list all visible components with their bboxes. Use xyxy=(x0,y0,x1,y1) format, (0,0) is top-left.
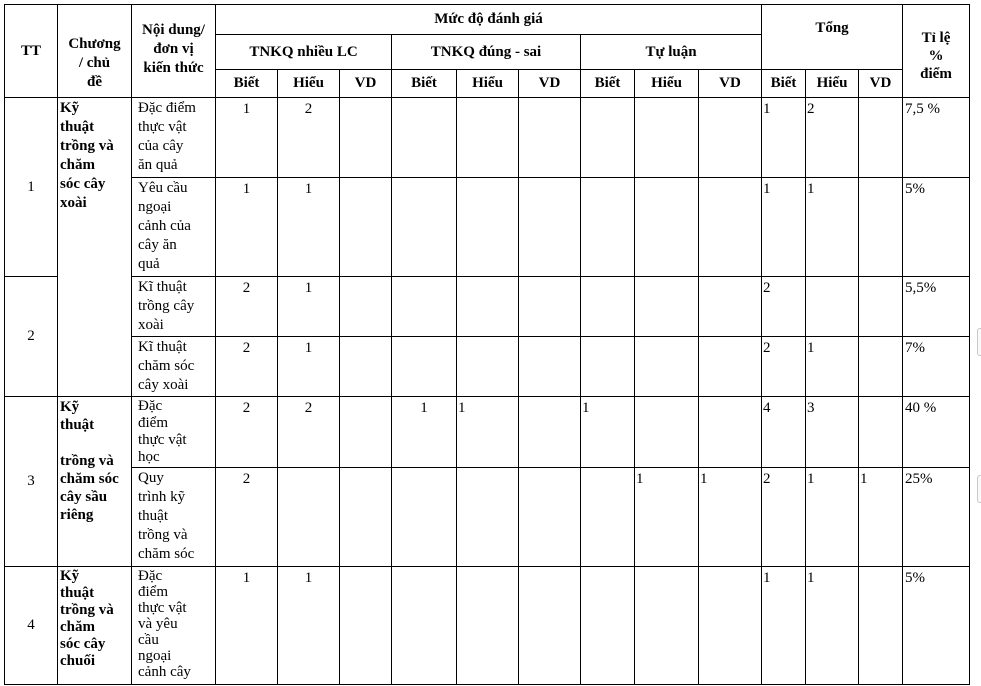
cell-ds-biet xyxy=(392,277,457,337)
cell-mc-biet: 1 xyxy=(216,98,278,178)
edge-scroll-handle[interactable] xyxy=(977,475,981,503)
cell-mc-vd xyxy=(340,337,392,397)
cell-tong-vd: 1 xyxy=(859,468,903,567)
cell-mc-hieu: 2 xyxy=(278,397,340,468)
row-chapter xyxy=(58,397,132,567)
table-row xyxy=(5,468,970,567)
cell-mc-biet: 1 xyxy=(216,178,278,277)
header-group-truefalse: TNKQ đúng - sai xyxy=(392,35,581,70)
cell-tl-biet xyxy=(581,567,635,685)
row-content xyxy=(132,178,216,277)
row-chapter-text: Kỹ thuật trồng và chăm sóc cây chuối xyxy=(60,568,114,669)
header-group-essay: Tự luận xyxy=(581,35,762,70)
row-content-text: Kĩ thuật trồng cây xoài xyxy=(138,279,195,333)
cell-mc-vd xyxy=(340,178,392,277)
cell-tl-hieu xyxy=(635,567,699,685)
row-chapter-text: Kỹ thuật trồng và chăm sóc cây xoài xyxy=(60,100,114,211)
row-content-text: Đặc điểm thực vật học xyxy=(138,398,187,465)
table-row xyxy=(5,337,970,397)
row-chapter xyxy=(58,277,132,397)
cell-ratio: 7,5 % xyxy=(903,98,970,178)
cell-ds-hieu xyxy=(457,337,519,397)
row-tt: 2 xyxy=(5,277,58,397)
cell-tong-biet: 2 xyxy=(762,468,806,567)
table-row xyxy=(5,567,970,685)
cell-mc-biet: 2 xyxy=(216,397,278,468)
cell-ratio: 7% xyxy=(903,337,970,397)
cell-tl-vd xyxy=(699,397,762,468)
cell-mc-biet: 2 xyxy=(216,468,278,567)
row-content-text: Đặc điểm thực vật và yêu cầu ngoại cảnh cây xyxy=(138,568,191,680)
cell-ratio: 5% xyxy=(903,178,970,277)
cell-tl-vd xyxy=(699,98,762,178)
header-total: Tổng xyxy=(762,5,903,70)
cell-ds-biet xyxy=(392,468,457,567)
cell-tl-vd: 1 xyxy=(699,468,762,567)
cell-mc-vd xyxy=(340,567,392,685)
header-chapter-text: Chương / chủ đề xyxy=(68,36,121,90)
cell-mc-biet: 2 xyxy=(216,337,278,397)
cell-mc-hieu xyxy=(278,468,340,567)
cell-ratio: 25% xyxy=(903,468,970,567)
cell-tl-hieu: 1 xyxy=(635,468,699,567)
cell-ds-hieu xyxy=(457,277,519,337)
cell-ds-vd xyxy=(519,98,581,178)
cell-tl-hieu xyxy=(635,337,699,397)
row-chapter xyxy=(58,98,132,277)
cell-mc-vd xyxy=(340,98,392,178)
cell-tong-hieu: 2 xyxy=(806,98,859,178)
cell-tong-vd xyxy=(859,98,903,178)
cell-tong-biet: 2 xyxy=(762,337,806,397)
cell-mc-hieu: 1 xyxy=(278,178,340,277)
header-tong-biet: Biết xyxy=(762,70,806,98)
header-assessment-level: Mức độ đánh giá xyxy=(216,5,762,35)
row-content xyxy=(132,468,216,567)
cell-tong-hieu: 1 xyxy=(806,178,859,277)
cell-ds-vd xyxy=(519,337,581,397)
cell-tong-vd xyxy=(859,567,903,685)
cell-tong-biet: 1 xyxy=(762,178,806,277)
cell-tong-biet: 1 xyxy=(762,98,806,178)
cell-ds-hieu xyxy=(457,468,519,567)
header-mc-biet: Biết xyxy=(216,70,278,98)
header-mc-vd: VD xyxy=(340,70,392,98)
table-row xyxy=(5,98,970,178)
header-ds-biet: Biết xyxy=(392,70,457,98)
row-content xyxy=(132,337,216,397)
header-group-mc: TNKQ nhiều LC xyxy=(216,35,392,70)
cell-mc-biet: 1 xyxy=(216,567,278,685)
row-content-text: Kĩ thuật chăm sóc cây xoài xyxy=(138,339,195,393)
header-tl-biet: Biết xyxy=(581,70,635,98)
cell-tl-vd xyxy=(699,178,762,277)
header-tl-vd: VD xyxy=(699,70,762,98)
cell-ratio: 5% xyxy=(903,567,970,685)
row-content-text: Đặc điểm thực vật của cây ăn quả xyxy=(138,100,196,173)
assessment-matrix-table xyxy=(4,4,970,685)
cell-tong-hieu: 1 xyxy=(806,567,859,685)
row-chapter-text: Kỹ thuật trồng và chăm sóc cây sầu riêng xyxy=(60,399,119,523)
row-content xyxy=(132,567,216,685)
row-chapter xyxy=(58,567,132,685)
row-content xyxy=(132,397,216,468)
cell-tl-hieu xyxy=(635,178,699,277)
cell-ds-vd xyxy=(519,178,581,277)
cell-mc-hieu: 1 xyxy=(278,567,340,685)
cell-tong-hieu: 3 xyxy=(806,397,859,468)
cell-ds-biet xyxy=(392,567,457,685)
cell-ds-biet xyxy=(392,98,457,178)
header-chapter xyxy=(58,5,132,98)
row-tt: 1 xyxy=(5,98,58,277)
cell-tong-biet: 1 xyxy=(762,567,806,685)
cell-ds-biet: 1 xyxy=(392,397,457,468)
header-tt: TT xyxy=(5,5,58,98)
header-ratio xyxy=(903,5,970,98)
cell-tong-vd xyxy=(859,178,903,277)
table-row xyxy=(5,178,970,277)
cell-tl-hieu xyxy=(635,397,699,468)
cell-mc-hieu: 2 xyxy=(278,98,340,178)
cell-ds-biet xyxy=(392,178,457,277)
row-content xyxy=(132,98,216,178)
cell-mc-hieu: 1 xyxy=(278,337,340,397)
cell-ratio: 5,5% xyxy=(903,277,970,337)
cell-ds-hieu xyxy=(457,98,519,178)
cell-tl-vd xyxy=(699,567,762,685)
cell-tl-biet xyxy=(581,277,635,337)
row-content-text: Yêu cầu ngoại cảnh của cây ăn quả xyxy=(138,180,191,272)
cell-mc-vd xyxy=(340,277,392,337)
row-content xyxy=(132,277,216,337)
cell-tl-biet xyxy=(581,178,635,277)
cell-tl-biet xyxy=(581,468,635,567)
cell-tl-biet: 1 xyxy=(581,397,635,468)
cell-tong-vd xyxy=(859,337,903,397)
cell-tong-biet: 2 xyxy=(762,277,806,337)
cell-mc-vd xyxy=(340,468,392,567)
cell-tl-hieu xyxy=(635,277,699,337)
header-content-text: Nội dung/ đơn vị kiến thức xyxy=(142,22,205,76)
row-content-text: Quy trình kỹ thuật trồng và chăm sóc xyxy=(138,470,195,562)
header-ratio-text: Tỉ lệ % điểm xyxy=(920,30,952,82)
cell-ds-biet xyxy=(392,337,457,397)
cell-ds-hieu xyxy=(457,567,519,685)
cell-tl-biet xyxy=(581,98,635,178)
table-row xyxy=(5,277,970,337)
cell-mc-vd xyxy=(340,397,392,468)
row-tt: 3 xyxy=(5,397,58,567)
cell-ds-vd xyxy=(519,567,581,685)
cell-tl-biet xyxy=(581,337,635,397)
cell-tong-hieu: 1 xyxy=(806,337,859,397)
cell-tong-vd xyxy=(859,277,903,337)
header-tong-hieu: Hiểu xyxy=(806,70,859,98)
cell-tl-vd xyxy=(699,337,762,397)
cell-tl-hieu xyxy=(635,98,699,178)
cell-tl-vd xyxy=(699,277,762,337)
row-tt: 4 xyxy=(5,567,58,685)
cell-tong-hieu xyxy=(806,277,859,337)
cell-mc-hieu: 1 xyxy=(278,277,340,337)
header-tl-hieu: Hiểu xyxy=(635,70,699,98)
header-content xyxy=(132,5,216,98)
cell-ds-vd xyxy=(519,468,581,567)
header-tong-vd: VD xyxy=(859,70,903,98)
header-ds-hieu: Hiểu xyxy=(457,70,519,98)
cell-ds-hieu xyxy=(457,178,519,277)
cell-tong-biet: 4 xyxy=(762,397,806,468)
cell-ds-hieu: 1 xyxy=(457,397,519,468)
cell-tong-vd xyxy=(859,397,903,468)
header-mc-hieu: Hiểu xyxy=(278,70,340,98)
header-ds-vd: VD xyxy=(519,70,581,98)
edge-scroll-handle[interactable] xyxy=(977,328,981,356)
cell-mc-biet: 2 xyxy=(216,277,278,337)
table-row xyxy=(5,397,970,468)
cell-ratio: 40 % xyxy=(903,397,970,468)
cell-ds-vd xyxy=(519,397,581,468)
cell-tong-hieu: 1 xyxy=(806,468,859,567)
cell-ds-vd xyxy=(519,277,581,337)
